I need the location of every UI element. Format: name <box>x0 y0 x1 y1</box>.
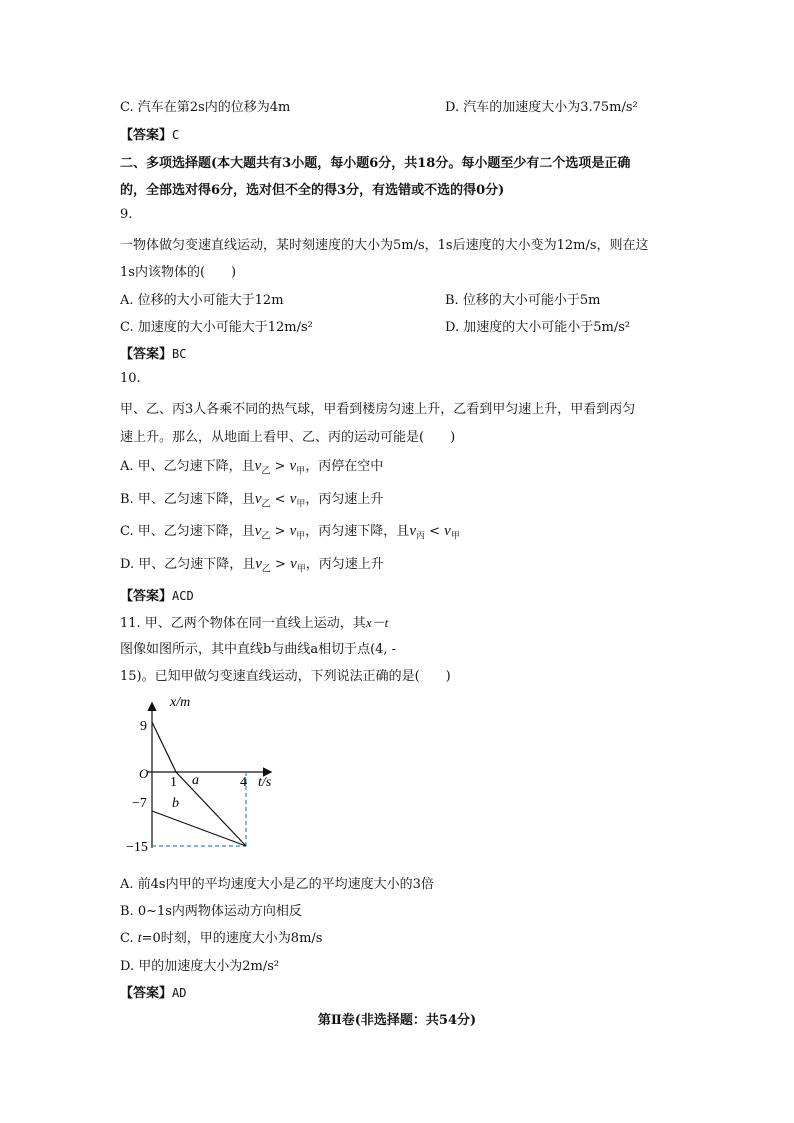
answer-tag: 【答案】 <box>120 347 173 362</box>
subscript: 乙 <box>261 531 271 542</box>
q9-option-a: A. 位移的大小可能大于12m <box>120 293 284 308</box>
answer-value: C <box>172 128 180 142</box>
stem-text: 11. 甲、乙两个物体在同一直线上运动，其 <box>120 616 366 631</box>
x-axis-label: t/s <box>258 775 272 790</box>
q9-answer <box>120 343 186 362</box>
option-text: C. <box>120 931 138 946</box>
subscript: 丙 <box>415 531 425 542</box>
answer-tag: 【答案】 <box>120 589 173 604</box>
q11-stem-line3: 15)。已知甲做匀变速直线运动，下列说法正确的是( ) <box>120 669 451 684</box>
option-text: D. 甲、乙匀速下降，且 <box>120 557 256 572</box>
subscript: 甲 <box>296 499 306 510</box>
tick-x-1: 1 <box>170 775 177 790</box>
option-text: B. 甲、乙匀速下降，且 <box>120 492 255 507</box>
operator: < <box>270 492 290 507</box>
operator: > <box>270 524 290 539</box>
option-text: ，丙匀速上升 <box>305 557 384 572</box>
q11-stem-line2: 图像如图所示，其中直线b与曲线a相切于点(4, - <box>120 642 397 657</box>
q11-answer <box>120 982 186 1001</box>
tick-y-neg7: −7 <box>132 796 147 811</box>
q11-option-c <box>120 927 322 947</box>
velocity-symbol: v <box>289 491 297 507</box>
curve-a-label: a <box>192 773 199 788</box>
line-b-label: b <box>172 796 179 811</box>
time-symbol: t <box>137 931 142 946</box>
q10-option-c <box>120 520 460 542</box>
answer-tag: 【答案】 <box>120 128 173 143</box>
option-text: ，丙匀速上升 <box>305 492 384 507</box>
q9-stem-line2: 1s内该物体的( ) <box>120 265 237 280</box>
option-text: A. 甲、乙匀速下降，且 <box>120 459 255 474</box>
subscript: 乙 <box>261 499 271 510</box>
velocity-symbol: v <box>254 458 262 474</box>
q10-stem-line1: 甲、乙、丙3人各乘不同的热气球，甲看到楼房匀速上升，乙看到甲匀速上升，甲看到丙匀 <box>120 402 636 417</box>
q10-stem-line2: 速上升。那么，从地面上看甲、乙、丙的运动可能是( ) <box>120 430 456 445</box>
origin-label: O <box>139 766 149 781</box>
subscript: 甲 <box>450 531 460 542</box>
section2-header-line2: 的，全部选对得6分，选对但不全的得3分，有选错或不选的得0分) <box>120 183 505 198</box>
tick-y-9: 9 <box>140 719 147 734</box>
section2-header-line1: 二、多项选择题(本大题共有3小题，每小题6分，共18分。每小题至少有二个选项是正确 <box>120 156 631 171</box>
answer-value: AD <box>172 986 187 1000</box>
q9-option-c: C. 加速度的大小可能大于12m/s² <box>120 320 313 335</box>
y-axis-label: x/m <box>170 695 191 710</box>
velocity-symbol: v <box>254 523 262 539</box>
subscript: 乙 <box>261 564 271 575</box>
q10-number: 10. <box>120 371 141 386</box>
q10-option-d <box>120 553 384 575</box>
q9-number: 9. <box>120 207 133 222</box>
q9-stem-line1: 一物体做匀变速直线运动，某时刻速度的大小为5m/s，1s后速度的大小变为12m/s，则在这 <box>120 238 649 253</box>
q10-option-b <box>120 488 383 510</box>
x-t-graph <box>126 690 290 860</box>
option-text: =0时刻，甲的速度大小为8m/s <box>141 931 323 946</box>
option-text: ，丙停在空中 <box>305 459 384 474</box>
q11-stem-line1 <box>120 612 388 631</box>
subscript: 甲 <box>296 466 306 477</box>
line-b <box>152 811 246 846</box>
q8-option-c: C. 汽车在第2s内的位移为4m <box>120 100 291 115</box>
subscript: 乙 <box>261 466 271 477</box>
q8-option-d: D. 汽车的加速度大小为3.75m/s² <box>445 100 638 115</box>
q10-option-a <box>120 455 383 477</box>
velocity-symbol: v <box>255 556 262 572</box>
q9-option-b: B. 位移的大小可能小于5m <box>445 293 601 308</box>
option-text: ，丙匀速下降，且 <box>305 524 410 539</box>
subscript: 甲 <box>296 531 306 542</box>
velocity-symbol: v <box>409 523 416 539</box>
tick-y-neg15: −15 <box>126 840 148 855</box>
q11-option-b: B. 0~1s内两物体运动方向相反 <box>120 904 302 919</box>
q9-option-d: D. 加速度的大小可能小于5m/s² <box>445 320 631 335</box>
option-text: C. 甲、乙匀速下降，且 <box>120 524 255 539</box>
answer-value: ACD <box>172 589 194 603</box>
velocity-symbol: v <box>289 458 297 474</box>
stem-math: x－t <box>365 615 389 630</box>
q8-answer <box>120 124 179 143</box>
q10-answer <box>120 585 194 604</box>
q11-option-d: D. 甲的加速度大小为2m/s² <box>120 959 280 974</box>
velocity-symbol: v <box>254 491 262 507</box>
tick-x-4: 4 <box>240 775 247 790</box>
answer-tag: 【答案】 <box>120 986 173 1001</box>
curve-a <box>152 722 246 846</box>
part2-title: 第Ⅱ卷(非选择题：共54分) <box>317 1013 477 1028</box>
q11-option-a: A. 前4s内甲的平均速度大小是乙的平均速度大小的3倍 <box>120 877 434 892</box>
velocity-symbol: v <box>290 556 297 572</box>
operator: < <box>425 524 445 539</box>
answer-value: BC <box>172 347 187 361</box>
operator: > <box>270 557 291 572</box>
velocity-symbol: v <box>444 523 451 539</box>
operator: > <box>270 459 290 474</box>
subscript: 甲 <box>296 564 306 575</box>
velocity-symbol: v <box>289 523 297 539</box>
